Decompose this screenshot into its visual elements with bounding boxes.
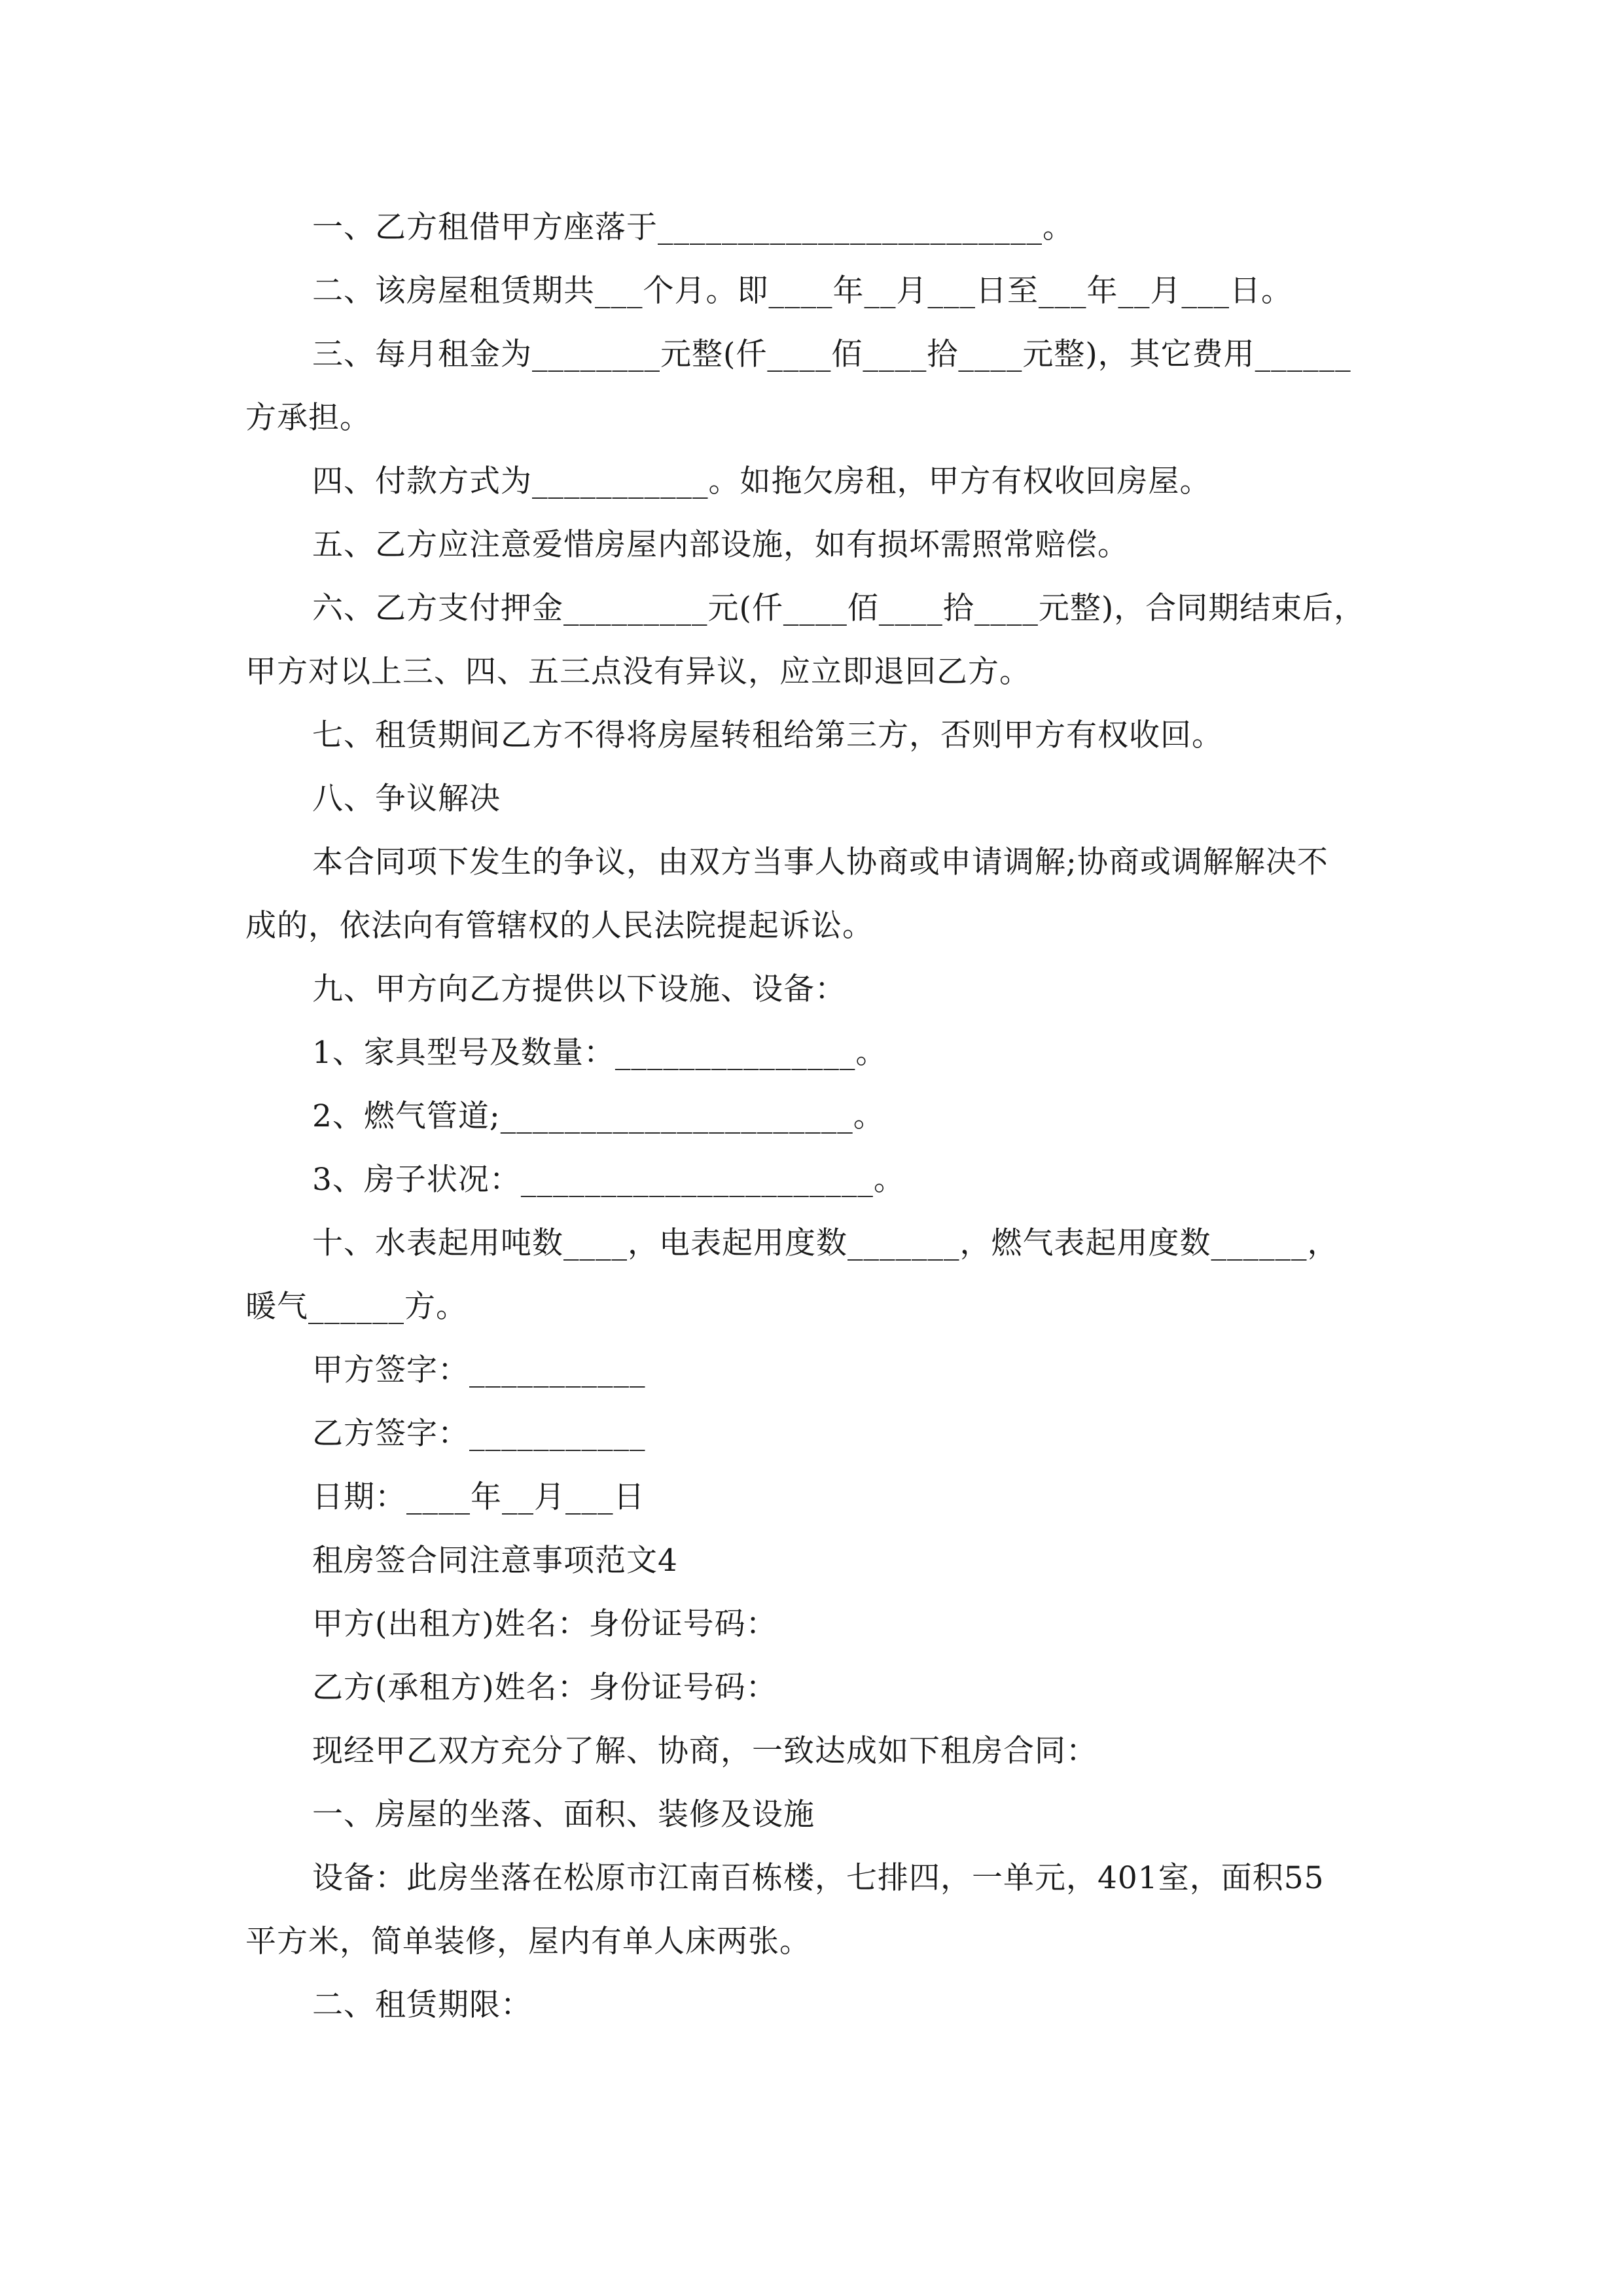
clause-8-dispute: 本合同项下发生的争议，由双方当事人协商或申请调解;协商或调解解决不 — [312, 844, 1329, 880]
section-title: 租房签合同注意事项范文4 — [312, 1543, 678, 1579]
contract-intro: 现经甲乙双方充分了解、协商，一致达成如下租房合同： — [312, 1733, 1097, 1769]
clause-2-heading: 二、租赁期限： — [312, 1987, 532, 2023]
clause-8-continuation: 成的，依法向有管辖权的人民法院提起诉讼。 — [245, 908, 874, 944]
clause-3-rent: 三、每月租金为________元整(仟____佰____拾____元整)，其它费用______ — [312, 336, 1351, 372]
clause-8-heading: 八、争议解决 — [312, 781, 501, 817]
clause-5-facilities: 五、乙方应注意爱惜房屋内部设施，如有损坏需照常赔偿。 — [312, 527, 1129, 563]
clause-6-continuation: 甲方对以上三、四、五三点没有异议，应立即退回乙方。 — [245, 654, 1031, 690]
clause-7-sublet: 七、租赁期间乙方不得将房屋转租给第三方，否则甲方有权收回。 — [312, 717, 1223, 753]
party-a-info: 甲方(出租方)姓名：身份证号码： — [312, 1606, 777, 1642]
clause-9-item-3: 3、房子状况：______________________。 — [312, 1162, 905, 1198]
clause-9-item-2: 2、燃气管道;______________________。 — [312, 1098, 885, 1134]
clause-1-continuation: 平方米，简单装修，屋内有单人床两张。 — [245, 1924, 811, 1960]
clause-1-details: 设备：此房坐落在松原市江南百栋楼，七排四，一单元，401室，面积55 — [312, 1860, 1325, 1896]
signing-date: 日期：____年__月___日 — [312, 1479, 645, 1515]
clause-1-heading: 一、房屋的坐落、面积、装修及设施 — [312, 1797, 815, 1833]
clause-10-continuation: 暖气______方。 — [245, 1289, 467, 1325]
clause-9-item-1: 1、家具型号及数量：_______________。 — [312, 1035, 887, 1071]
party-b-info: 乙方(承租方)姓名：身份证号码： — [312, 1670, 777, 1706]
clause-1-location: 一、乙方租借甲方座落于________________________。 — [312, 209, 1074, 245]
clause-4-payment: 四、付款方式为___________。如拖欠房租，甲方有权收回房屋。 — [312, 463, 1211, 499]
clause-3-continuation: 方承担。 — [245, 400, 371, 436]
clause-2-lease-term: 二、该房屋租赁期共___个月。即____年__月___日至___年__月___日。 — [312, 273, 1293, 309]
clause-10-meters: 十、水表起用吨数____，电表起用度数_______，燃气表起用度数______， — [312, 1225, 1339, 1261]
party-b-signature: 乙方签字：___________ — [312, 1416, 646, 1452]
clause-9-heading: 九、甲方向乙方提供以下设施、设备： — [312, 971, 846, 1007]
party-a-signature: 甲方签字：___________ — [312, 1352, 646, 1388]
clause-6-deposit: 六、乙方支付押金_________元(仟____佰____拾____元整)，合同期结束后， — [312, 590, 1366, 626]
